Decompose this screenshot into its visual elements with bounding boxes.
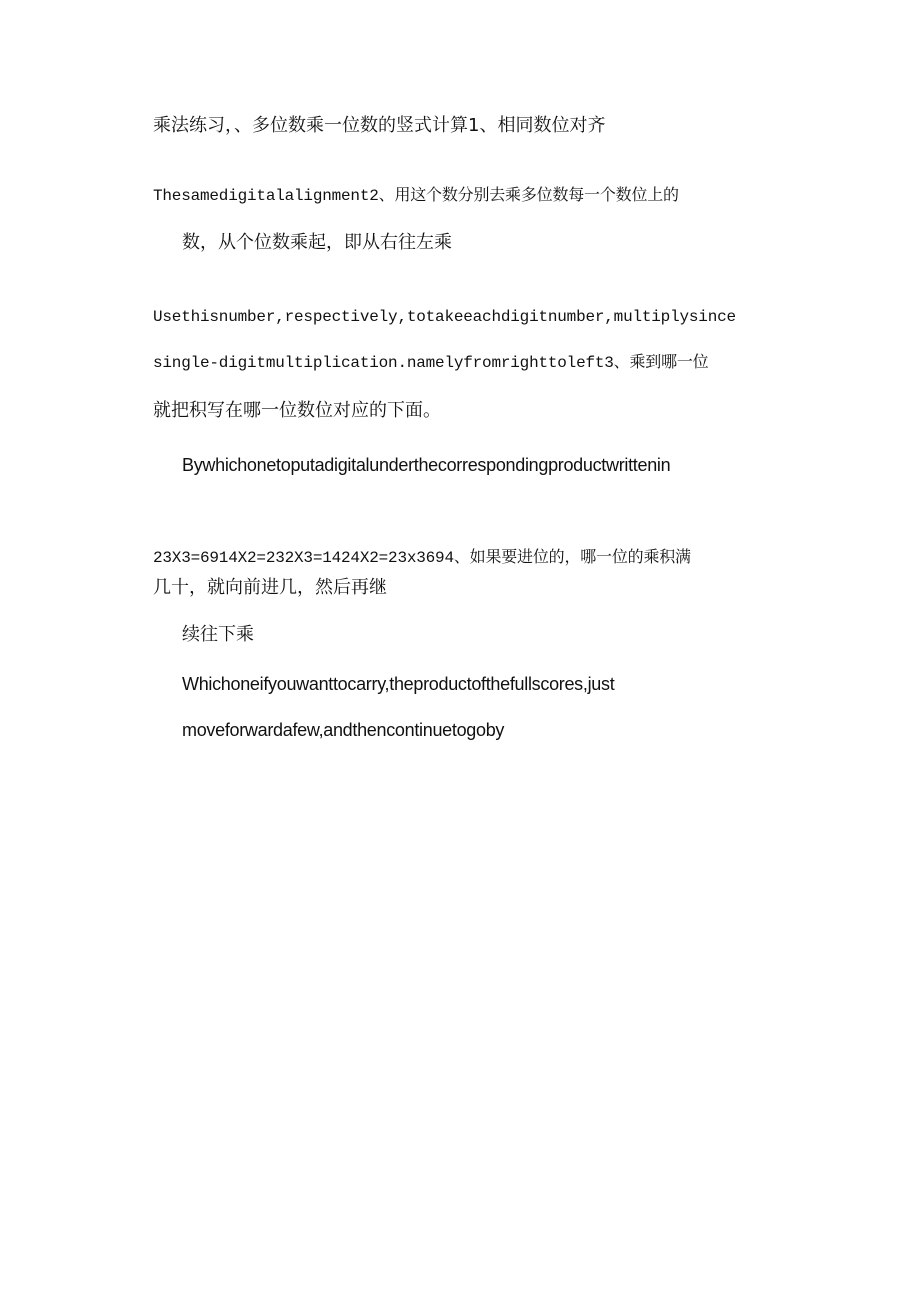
text-line-10: 续往下乘 bbox=[182, 624, 254, 645]
text-line-12: moveforwardafew,andthencontinuetogoby bbox=[182, 720, 505, 740]
text-line-11: Whichoneifyouwanttocarry,theproductofthefullscores,just bbox=[182, 674, 615, 694]
text-line-6: 就把积写在哪一位数位对应的下面。 bbox=[153, 400, 441, 421]
text-line-7: Bywhichonetoputadigitalunderthecorrespondingproductwrittenin bbox=[182, 455, 671, 475]
text-line-4: Usethisnumber,respectively,totakeeachdigitnumber,multiplysince bbox=[153, 308, 736, 326]
text-line-9: 几十，就向前进几，然后再继 bbox=[153, 577, 387, 598]
text-line-3: 数，从个位数乘起，即从右往左乘 bbox=[182, 232, 452, 253]
text-line-2: Thesamedigitalalignment2、用这个数分别去乘多位数每一个数位上的 bbox=[153, 187, 679, 205]
text-line-8: 23X3=6914X2=232X3=1424X2=23x3694、如果要进位的，哪一位的乘积满 bbox=[153, 549, 691, 567]
text-line-5: single-digitmultiplication.namelyfromrighttoleft3、乘到哪一位 bbox=[153, 354, 709, 372]
text-line-1: 乘法练习，、多位数乘一位数的竖式计算1、相同数位对齐 bbox=[153, 115, 606, 136]
